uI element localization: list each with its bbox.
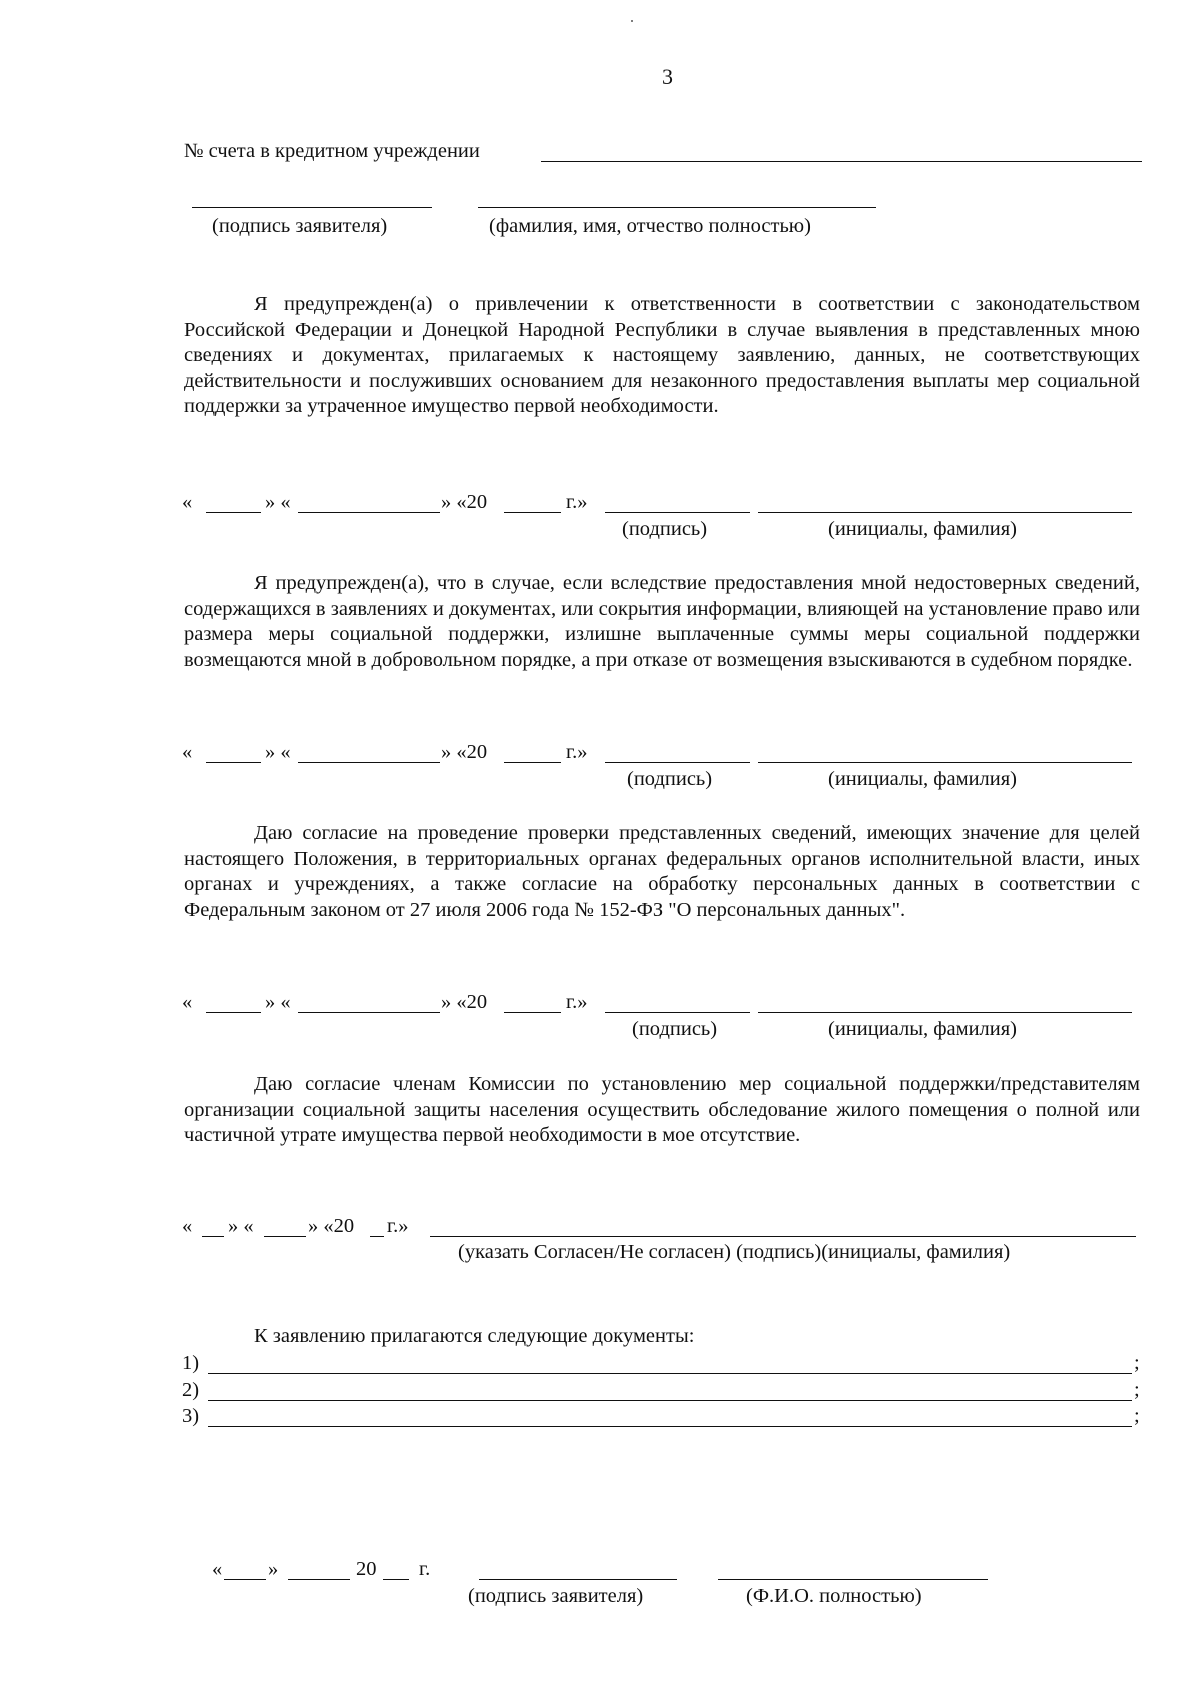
applicant-signature-field[interactable] [192,207,432,208]
signature-field[interactable] [605,762,750,763]
final-day-field[interactable] [224,1579,266,1580]
signature-caption: (подпись) [632,1018,718,1040]
quote-open: « [182,991,193,1013]
initials-caption: (инициалы, фамилия) [828,518,1017,540]
year-suffix: г.» [566,491,588,513]
consent-answer-field[interactable] [430,1236,1136,1237]
quote-close: » [268,1558,279,1580]
year-prefix: » «20 [308,1215,355,1237]
initials-field[interactable] [758,512,1132,513]
page-number: 3 [662,64,673,89]
final-fio-caption: (Ф.И.О. полностью) [746,1585,922,1607]
final-month-field[interactable] [288,1579,350,1580]
final-year-prefix: 20 [356,1558,377,1580]
applicant-fio-field[interactable] [478,207,876,208]
final-signature-field[interactable] [479,1579,677,1580]
account-number-field[interactable] [541,161,1142,162]
attachment-number: 3) [182,1405,200,1427]
quote-open: « [182,491,193,513]
day-field[interactable] [206,762,261,763]
day-field[interactable] [206,1012,261,1013]
verification-consent-text: Даю согласие на проведение проверки представленных сведений, имеющих значение для целей настоящего Положения, в территориальных органах федеральных органов исполнительной власти, иных органах и учреждениях, а также согласие на обработку персональных данных в соответствии с Федеральным законом от 27 июля 2006 года № 152-ФЗ "О персональных данных". [184,822,1140,921]
initials-caption: (инициалы, фамилия) [828,1018,1017,1040]
attachment-number: 1) [182,1352,200,1374]
overpayment-text: Я предупрежден(а), что в случае, если вследствие предоставления мной недостоверных сведений, содержащихся в заявлениях и документах, или сокрытия информации, влияющей на установление право или размера меры социальной поддержки, излишне выплаченные суммы меры социальной поддержки возмещаются мной в добровольном порядке, а при отказе от возмещения взыскиваются в судебном порядке. [184,572,1140,671]
attachment-field-2[interactable] [208,1400,1132,1401]
consent-day-field[interactable] [202,1236,224,1237]
scan-speck [631,20,633,22]
overpayment-paragraph [184,571,1140,673]
quote-mid: » « [265,491,291,513]
year-field[interactable] [504,1012,561,1013]
initials-field[interactable] [758,1012,1132,1013]
year-field[interactable] [504,762,561,763]
inspection-consent-paragraph [184,1072,1140,1149]
inspection-consent-text: Даю согласие членам Комиссии по установлению мер социальной поддержки/представителям организации социальной защиты населения осуществить обследование жилого помещения о полной или частичной утрате имущества первой необходимости в мое отсутствие. [184,1073,1140,1146]
attachments-heading: К заявлению прилагаются следующие документы: [254,1325,695,1347]
year-suffix: г.» [387,1215,409,1237]
final-year-field[interactable] [383,1579,409,1580]
quote-open: « [182,741,193,763]
signature-field[interactable] [605,512,750,513]
attachment-end: ; [1134,1379,1140,1401]
applicant-signature-caption: (подпись заявителя) [212,215,388,237]
signature-field[interactable] [605,1012,750,1013]
year-field[interactable] [504,512,561,513]
year-prefix: » «20 [441,741,488,763]
quote-mid: » « [265,991,291,1013]
signature-caption: (подпись) [622,518,708,540]
attachment-field-3[interactable] [208,1426,1132,1427]
attachment-end: ; [1134,1405,1140,1427]
initials-field[interactable] [758,762,1132,763]
final-signature-caption: (подпись заявителя) [468,1585,644,1607]
quote-open: « [212,1558,223,1580]
initials-caption: (инициалы, фамилия) [828,768,1017,790]
signature-caption: (подпись) [627,768,713,790]
attachment-end: ; [1134,1352,1140,1374]
final-fio-field[interactable] [718,1579,988,1580]
consent-caption: (указать Согласен/Не согласен) (подпись)(инициалы, фамилия) [458,1241,1011,1263]
year-prefix: » «20 [441,491,488,513]
consent-year-field[interactable] [370,1236,384,1237]
quote-mid: » « [228,1215,254,1237]
day-field[interactable] [206,512,261,513]
year-suffix: г.» [566,991,588,1013]
year-prefix: » «20 [441,991,488,1013]
liability-paragraph [184,292,1140,420]
applicant-fio-caption: (фамилия, имя, отчество полностью) [489,215,811,237]
consent-month-field[interactable] [264,1236,306,1237]
attachment-number: 2) [182,1379,200,1401]
year-suffix: г.» [566,741,588,763]
liability-text: Я предупрежден(а) о привлечении к ответственности в соответствии с законодательством Российской Федерации и Донецкой Народной Республики в случае выявления в представленных мною сведениях и документах, прилагаемых к настоящему заявлению, данных, не соответствующих действительности и послуживших основанием для незаконного предоставления выплаты мер социальной поддержки за утраченное имущество первой необходимости. [184,293,1140,417]
attachment-field-1[interactable] [208,1373,1132,1374]
final-year-suffix: г. [419,1558,431,1580]
month-field[interactable] [298,512,440,513]
quote-open: « [182,1215,193,1237]
quote-mid: » « [265,741,291,763]
month-field[interactable] [298,762,440,763]
verification-consent-paragraph [184,821,1140,923]
month-field[interactable] [298,1012,440,1013]
account-label: № счета в кредитном учреждении [184,140,480,162]
